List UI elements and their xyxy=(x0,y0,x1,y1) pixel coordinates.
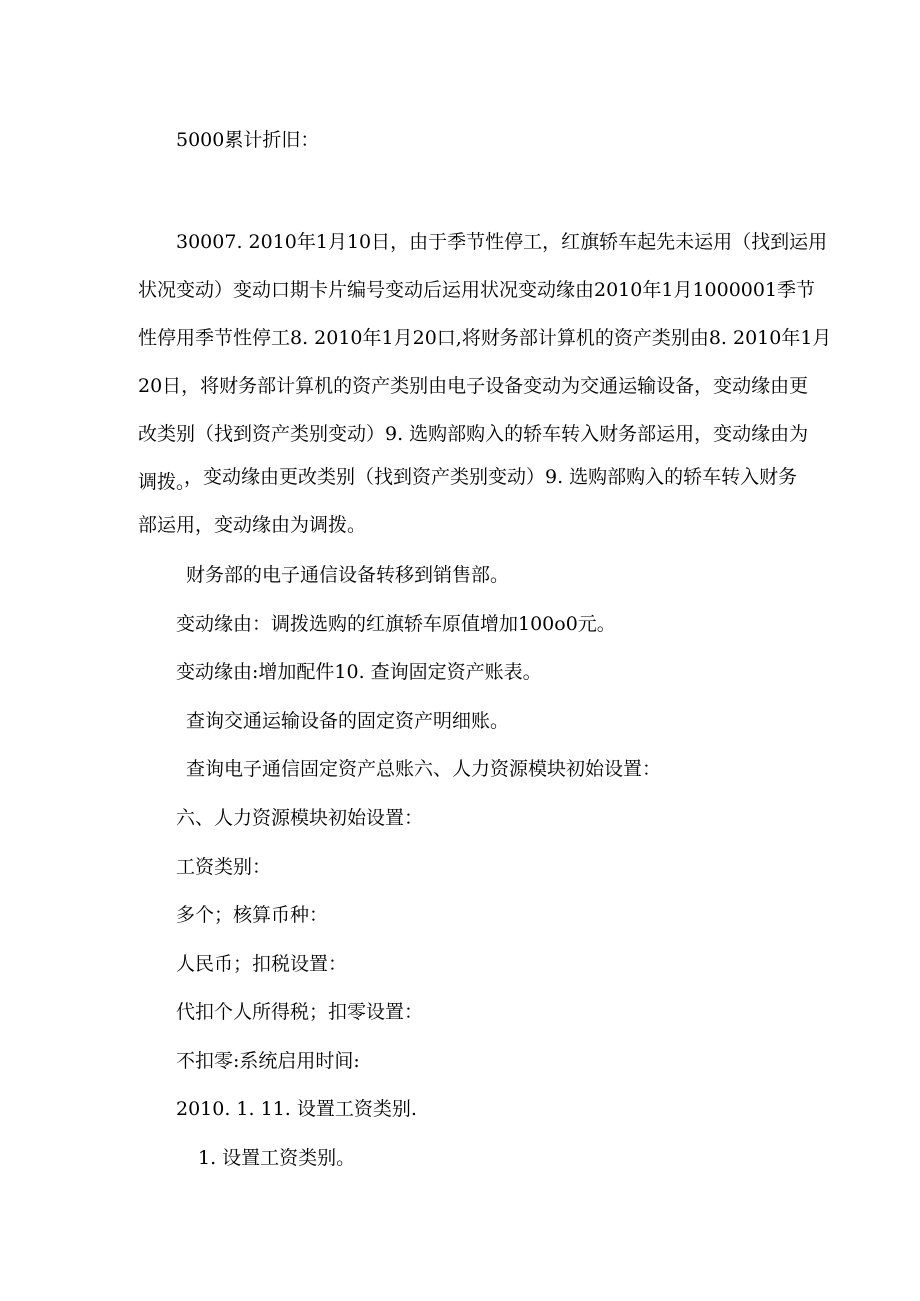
text-line: 查询交通运输设备的固定资产明细账。 xyxy=(186,710,510,732)
paragraph-accumulated-depreciation xyxy=(176,116,319,164)
text-line: 变动缘由:增加配件10. 查询固定资产账表。 xyxy=(176,661,542,683)
paragraph-start-date xyxy=(176,1085,417,1133)
paragraph-start-time xyxy=(176,1037,360,1085)
text-line: 多个；核算币种： xyxy=(176,904,329,926)
paragraph-original-value-increase xyxy=(176,600,616,648)
text-line: 变动缘由：调拨选购的红旗轿车原值增加100o0元。 xyxy=(176,613,616,635)
text-line: 5000累计折旧： xyxy=(176,129,320,151)
paragraph-tax-setting xyxy=(176,940,347,988)
paragraph-add-parts xyxy=(176,648,542,696)
text-line: 代扣个人所得税；扣零设置： xyxy=(176,1001,424,1023)
text-line: 30007. 2010年1月10日，由于季节性停工，红旗轿车起先未运用（找到运用 xyxy=(176,231,828,253)
text-line: 性停用季节性停工8. 2010年1月20口,将财务部计算机的资产类别由8. 2010年1月 xyxy=(138,327,832,349)
list-item-set-salary-category xyxy=(198,1134,355,1182)
text-line: 工资类别： xyxy=(176,856,272,878)
section-heading-hr-setup xyxy=(176,794,423,842)
paragraph-query-general-ledger xyxy=(186,745,661,793)
text-line: 查询电子通信固定资产总账六、人力资源模块初始设置： xyxy=(186,758,662,780)
paragraph-salary-category xyxy=(176,843,271,891)
text-line: 不扣零:系统启用时间: xyxy=(176,1050,360,1072)
text-line: 财务部的电子通信设备转移到销售部。 xyxy=(186,564,510,586)
paragraph-change-reason xyxy=(138,453,797,549)
text-line: 改类别（找到资产类别变动）9. 选购部购入的轿车转入财务部运用，变动缘由为 xyxy=(138,423,809,445)
text-line: 2010. 1. 11. 设置工资类别. xyxy=(176,1098,417,1120)
text-line: 状况变动）变动口期卡片编号变动后运用状况变动缘由2010年1月1000001季节 xyxy=(138,279,816,301)
text-line: 部运用，变动缘由为调拨。 xyxy=(138,514,367,536)
text-line: 人民币；扣税设置： xyxy=(176,953,348,975)
text-line: ，变动缘由更改类别（找到资产类别变动）9. 选购部购入的轿车转入财务 xyxy=(184,466,798,488)
paragraph-rounding-setting xyxy=(176,988,423,1036)
paragraph-query-detail-ledger xyxy=(186,697,509,745)
text-line: 1. 设置工资类别。 xyxy=(198,1147,356,1169)
text-line: 六、人力资源模块初始设置： xyxy=(176,807,424,829)
paragraph-currency xyxy=(176,891,328,939)
text-line: 20日，将财务部计算机的资产类别由电子设备变动为交通运输设备，变动缘由更 xyxy=(138,375,809,397)
text-line: 调拨。 xyxy=(138,471,196,493)
paragraph-transfer-equipment xyxy=(186,551,509,599)
